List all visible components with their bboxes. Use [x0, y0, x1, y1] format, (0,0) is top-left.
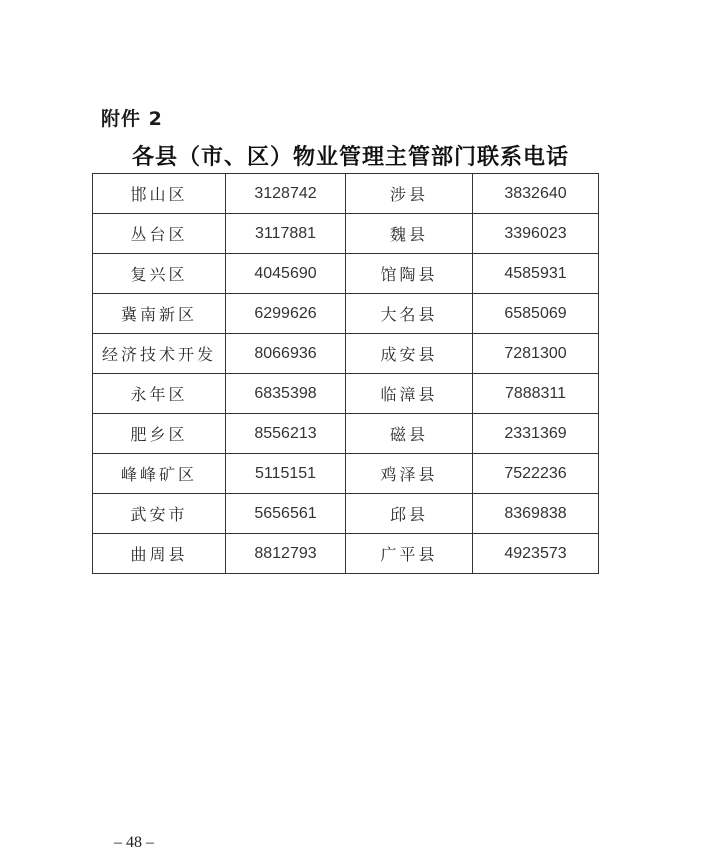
phone-number: 2331369	[473, 414, 599, 454]
county-name: 曲周县	[93, 534, 226, 574]
document-title: 各县（市、区）物业管理主管部门联系电话	[131, 145, 569, 170]
phone-number: 8556213	[226, 414, 346, 454]
phone-number: 6835398	[226, 374, 346, 414]
table-row	[93, 254, 599, 294]
table-row	[93, 374, 599, 414]
county-name: 大名县	[346, 294, 473, 334]
table-row	[93, 534, 599, 574]
county-name: 复兴区	[93, 254, 226, 294]
county-name: 永年区	[93, 374, 226, 414]
phone-number: 4045690	[226, 254, 346, 294]
county-name: 邱县	[346, 494, 473, 534]
phone-number: 4923573	[473, 534, 599, 574]
contact-phone-table	[92, 173, 599, 574]
county-name: 丛台区	[93, 214, 226, 254]
table-row	[93, 294, 599, 334]
phone-number: 3117881	[226, 214, 346, 254]
county-name: 广平县	[346, 534, 473, 574]
phone-number: 6299626	[226, 294, 346, 334]
county-name: 经济技术开发	[93, 334, 226, 374]
phone-number: 7888311	[473, 374, 599, 414]
county-name: 武安市	[93, 494, 226, 534]
attachment-label: 附件 2	[101, 108, 163, 130]
phone-number: 7281300	[473, 334, 599, 374]
phone-number: 3128742	[226, 174, 346, 214]
phone-number: 8066936	[226, 334, 346, 374]
county-name: 鸡泽县	[346, 454, 473, 494]
county-name: 魏县	[346, 214, 473, 254]
phone-number: 5115151	[226, 454, 346, 494]
table-row	[93, 334, 599, 374]
table-row	[93, 414, 599, 454]
county-name: 成安县	[346, 334, 473, 374]
table-row	[93, 174, 599, 214]
phone-number: 5656561	[226, 494, 346, 534]
county-name: 涉县	[346, 174, 473, 214]
county-name: 肥乡区	[93, 414, 226, 454]
phone-number: 3396023	[473, 214, 599, 254]
phone-number: 8369838	[473, 494, 599, 534]
county-name: 峰峰矿区	[93, 454, 226, 494]
page-number: – 48 –	[114, 834, 154, 851]
county-name: 邯山区	[93, 174, 226, 214]
phone-number: 7522236	[473, 454, 599, 494]
table-row	[93, 454, 599, 494]
phone-number: 6585069	[473, 294, 599, 334]
county-name: 临漳县	[346, 374, 473, 414]
phone-number: 4585931	[473, 254, 599, 294]
county-name: 馆陶县	[346, 254, 473, 294]
table-row	[93, 214, 599, 254]
phone-number: 8812793	[226, 534, 346, 574]
phone-number: 3832640	[473, 174, 599, 214]
county-name: 磁县	[346, 414, 473, 454]
county-name: 冀南新区	[93, 294, 226, 334]
table-row	[93, 494, 599, 534]
